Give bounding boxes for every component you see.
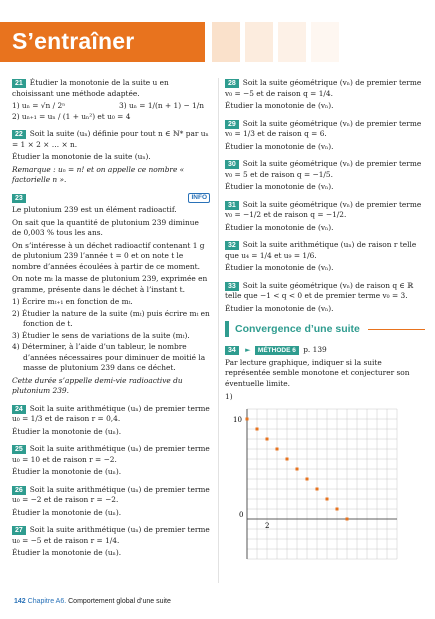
exercise-22: [12, 129, 210, 186]
exercise-question: Étudier la monotonie de (vₙ).: [225, 101, 334, 110]
exercise-23: [12, 193, 210, 397]
data-point: [246, 417, 249, 420]
question-item: 3) uₙ = 1/(n + 1) − 1/n: [119, 101, 204, 110]
question-item: 4) Déterminer, à l’aide d’un tableur, le nombre d’années nécessaires pour diminuer de moitié la masse de plutonium 239 dans ce déchet.: [12, 342, 206, 372]
page-number: 142: [14, 598, 26, 605]
exercise-number: 29: [225, 120, 239, 129]
decor-block: [311, 22, 339, 62]
exercise-21: [12, 78, 210, 122]
exercise-text: On s’intéresse à un déchet radioactif contenant 1 g de plutonium 239 l’année t = 0 et on note t le nombre d’années écoulées à partir de ce moment.: [12, 240, 205, 271]
exercise-text: Le plutonium 239 est un élément radioactif.: [12, 205, 177, 214]
chapter-label: Chapitre A6.: [27, 598, 67, 605]
section-heading: [225, 321, 425, 337]
exercise-number: 28: [225, 79, 239, 88]
decor-block: [278, 22, 306, 62]
question-list: [12, 297, 210, 374]
left-column: [12, 78, 210, 566]
exercise-text: Étudier la monotonie de la suite u en choisissant une méthode adaptée.: [12, 78, 169, 98]
exercise-number: 24: [12, 405, 26, 414]
exercise-32: [225, 240, 425, 274]
exercise-27: [12, 525, 210, 559]
exercise-28: [225, 78, 425, 112]
exercise-34: [225, 345, 425, 530]
exercise-question: Étudier la monotonie de (uₙ).: [12, 426, 122, 436]
exercise-number: 22: [12, 130, 26, 139]
chart-grid: [247, 409, 397, 559]
exercise-number: 26: [12, 486, 26, 495]
title-banner: [0, 22, 205, 62]
page-reference: p. 139: [303, 345, 327, 354]
exercise-number: 27: [12, 526, 26, 535]
exercise-text: Soit la suite géométrique (vₙ) de premier terme v₀ = 1/3 et de raison q = 6.: [225, 118, 422, 138]
exercise-30: [225, 159, 425, 193]
exercise-question: Étudier la monotonie de (vₙ).: [225, 141, 334, 151]
right-column: [225, 78, 425, 532]
data-point: [276, 447, 279, 450]
exercise-text: Soit la suite (uₙ) définie pour tout n ∈ ℕ* par uₙ = 1 × 2 × … × n.: [12, 129, 209, 149]
exercise-text: Soit la suite arithmétique (uₙ) de raison r telle que u₄ = 1/4 et u₉ = 1/6.: [225, 240, 417, 260]
exercise-text: Soit la suite géométrique (vₙ) de premier terme v₀ = −1/2 et de raison q = −1/2.: [225, 199, 422, 219]
data-point: [306, 477, 309, 480]
decor-block: [212, 22, 240, 62]
exercise-text: Soit la suite arithmétique (uₙ) de premier terme u₀ = −2 et de raison r = −2.: [12, 484, 210, 504]
exercise-question: Étudier la monotonie de (uₙ).: [12, 507, 122, 517]
remark: Remarque : uₙ = n! et on appelle ce nombre « factorielle n ».: [12, 164, 185, 184]
column-divider: [218, 78, 219, 583]
exercise-31: [225, 200, 425, 234]
exercise-24: [12, 404, 210, 438]
exercise-number: 32: [225, 241, 239, 250]
exercise-text: Soit la suite arithmétique (uₙ) de premier terme u₀ = 1/3 et de raison r = 0,4.: [12, 403, 210, 423]
sequence-chart: [225, 405, 415, 530]
data-point: [286, 457, 289, 460]
exercise-question: Étudier la monotonie de (vₙ).: [225, 303, 334, 313]
exercise-25: [12, 444, 210, 478]
exercise-text: Soit la suite géométrique (vₙ) de premier terme v₀ = 5 et de raison q = −1/5.: [225, 159, 422, 179]
exercise-question: Étudier la monotonie de (uₙ).: [12, 467, 122, 476]
x-tick-label: 2: [265, 521, 270, 530]
info-badge: INFO: [188, 193, 210, 203]
data-point: [326, 497, 329, 500]
exercise-text: Soit la suite arithmétique (uₙ) de premier terme u₀ = 10 et de raison r = −2.: [12, 444, 210, 464]
exercise-29: [225, 119, 425, 153]
y-tick-label: 10: [233, 415, 242, 424]
page-footer: [14, 598, 171, 605]
question-item: 1) Écrire mₜ₊₁ en fonction de mₜ.: [12, 297, 133, 306]
question-item: 1): [225, 392, 233, 401]
exercise-question: Étudier la monotonie de (uₙ).: [12, 548, 122, 557]
exercise-number: 25: [12, 445, 26, 454]
data-point: [336, 507, 339, 510]
data-point: [266, 437, 269, 440]
data-point: [316, 487, 319, 490]
question-item: 1) uₙ = √n / 2ⁿ: [12, 101, 66, 110]
note: Cette durée s’appelle demi-vie radioactive du plutonium 239.: [12, 375, 183, 395]
exercise-text: Soit la suite géométrique (vₙ) de premier terme v₀ = −5 et de raison q = 1/4.: [225, 78, 422, 98]
exercise-number: 21: [12, 79, 26, 88]
exercise-text: On sait que la quantité de plutonium 239 diminue de 0,003 % tous les ans.: [12, 217, 199, 237]
exercise-26: [12, 485, 210, 519]
section-rule: [368, 329, 425, 330]
exercise-question: Étudier la monotonie de (vₙ).: [225, 222, 334, 232]
exercise-number: 34: [225, 346, 239, 355]
data-point: [346, 517, 349, 520]
arrow-icon: ►: [245, 346, 251, 354]
exercise-33: [225, 281, 425, 315]
question-item: 3) Étudier le sens de variations de la suite (mₜ).: [12, 330, 190, 340]
chart-axes: [247, 409, 397, 559]
question-item: 2) Étudier la nature de la suite (mₜ) puis écrire mₜ en fonction de t.: [12, 308, 210, 328]
exercise-number: 31: [225, 201, 239, 210]
exercise-text: On note mₜ la masse de plutonium 239, exprimée en gramme, présente dans le déchet à l’instant t.: [12, 274, 208, 294]
y-tick-label: 0: [239, 510, 244, 519]
question-item: 2) uₙ₊₁ = uₙ / (1 + uₙ²) et u₀ = 4: [12, 111, 131, 121]
exercise-text: Soit la suite géométrique (vₙ) de raison q ∈ ℝ telle que −1 < q < 0 et de premier terme v₀ = 3.: [225, 280, 414, 300]
data-point: [296, 467, 299, 470]
chapter-title: Comportement global d’une suite: [68, 598, 171, 605]
section-title: Convergence d’une suite: [235, 322, 360, 335]
exercise-number: 30: [225, 160, 239, 169]
exercise-text: Par lecture graphique, indiquer si la suite représentée semble monotone et conjecturer son éventuelle limite.: [225, 357, 410, 388]
exercise-question: Étudier la monotonie de (vₙ).: [225, 263, 334, 272]
exercise-question: Étudier la monotonie de (vₙ).: [225, 182, 334, 191]
exercise-text: Étudier la monotonie de la suite (uₙ).: [12, 152, 151, 161]
exercise-text: Soit la suite arithmétique (uₙ) de premier terme u₀ = −5 et de raison r = 1/4.: [12, 525, 210, 545]
method-link[interactable]: MÉTHODE 6: [255, 346, 299, 355]
page-title: S’entraîner: [12, 28, 135, 54]
exercise-number: 23: [12, 194, 26, 203]
data-point: [256, 427, 259, 430]
decor-block: [245, 22, 273, 62]
exercise-number: 33: [225, 282, 239, 291]
section-marker: [225, 321, 229, 337]
